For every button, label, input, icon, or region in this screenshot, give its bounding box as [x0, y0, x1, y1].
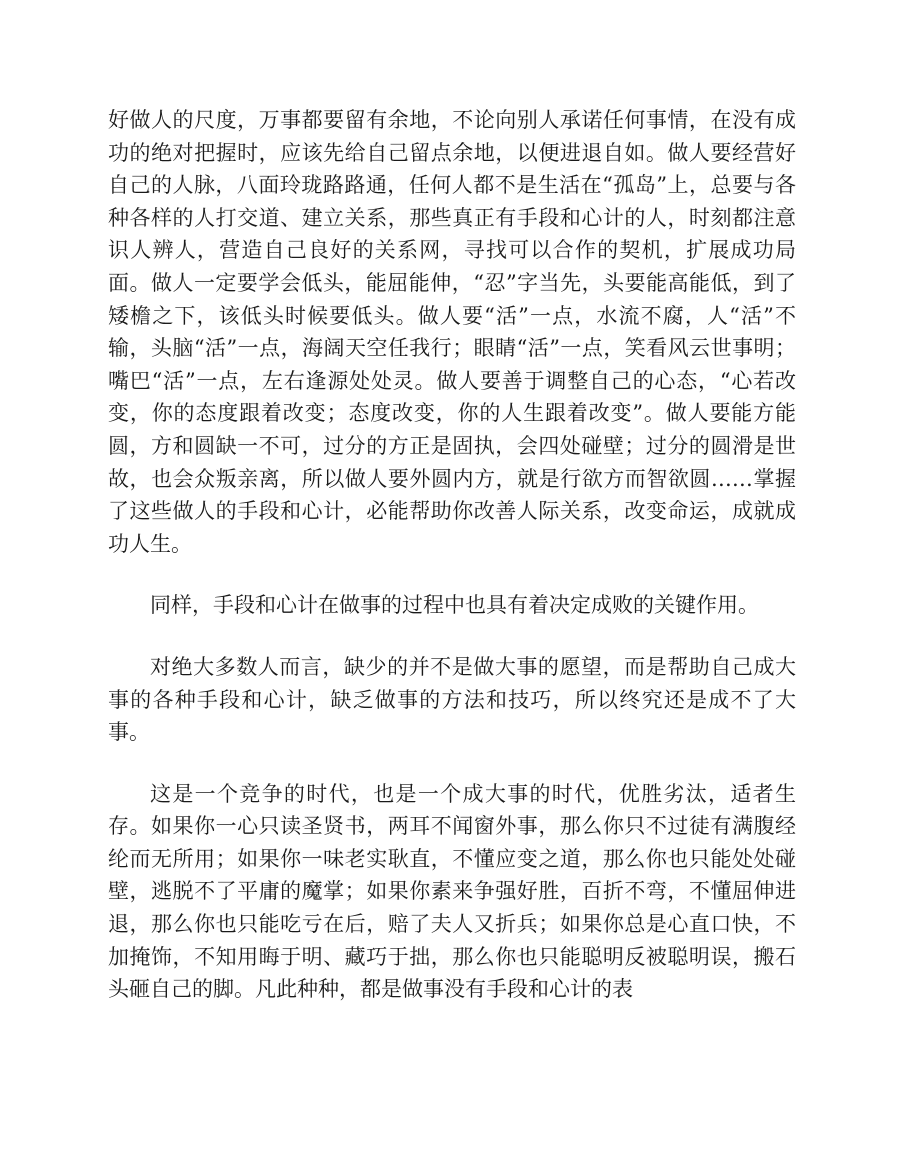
paragraph: 对绝大多数人而言，缺少的并不是做大事的愿望，而是帮助自己成大事的各种手段和心计，缺乏做事的方法和技巧，所以终究还是成不了大事。 [108, 654, 796, 745]
document-page [108, 104, 796, 1006]
paragraph: 这是一个竞争的时代，也是一个成大事的时代，优胜劣汰，适者生存。如果你一心只读圣贤书，两耳不闻窗外事，那么你只不过徒有满腹经纶而无所用；如果你一味老实耿直，不懂应变之道，那么你也只能处处碰壁，逃脱不了平庸的魔掌；如果你素来争强好胜，百折不弯，不懂屈伸进退，那么你也只能吃亏在后，赔了夫人又折兵；如果你总是心直口快，不加掩饰，不知用晦于明、藏巧于拙，那么你也只能聪明反被聪明误，搬石头砸自己的脚。凡此种种，都是做事没有手段和心计的表 [108, 781, 796, 1002]
paragraph: 同样，手段和心计在做事的过程中也具有着决定成败的关键作用。 [150, 593, 759, 618]
paragraph-continuation: 好做人的尺度，万事都要留有余地，不论向别人承诺任何事情，在没有成功的绝对把握时，应该先给自己留点余地，以便进退自如。做人要经营好自己的人脉，八面玲珑路路通，任何人都不是生活在“孤岛”上，总要与各种各样的人打交道、建立关系，那些真正有手段和心计的人，时刻都注意识人辨人，营造自己良好的关系网，寻找可以合作的契机，扩展成功局面。做人一定要学会低头，能屈能伸，“忍”字当先，头要能高能低，到了矮檐之下，该低头时候要低头。做人要“活”一点，水流不腐，人“活”不输，头脑“活”一点，海阔天空任我行；眼睛“活”一点，笑看风云世事明；嘴巴“活”一点，左右逢源处处灵。做人要善于调整自己的心态，“心若改变，你的态度跟着改变；态度改变，你的人生跟着改变”。做人要能方能圆，方和圆缺一不可，过分的方正是固执，会四处碰壁；过分的圆滑是世故，也会众叛亲离，所以做人要外圆内方，就是行欲方而智欲圆……掌握了这些做人的手段和心计，必能帮助你改善人际关系，改变命运，成就成功人生。 [108, 108, 796, 556]
